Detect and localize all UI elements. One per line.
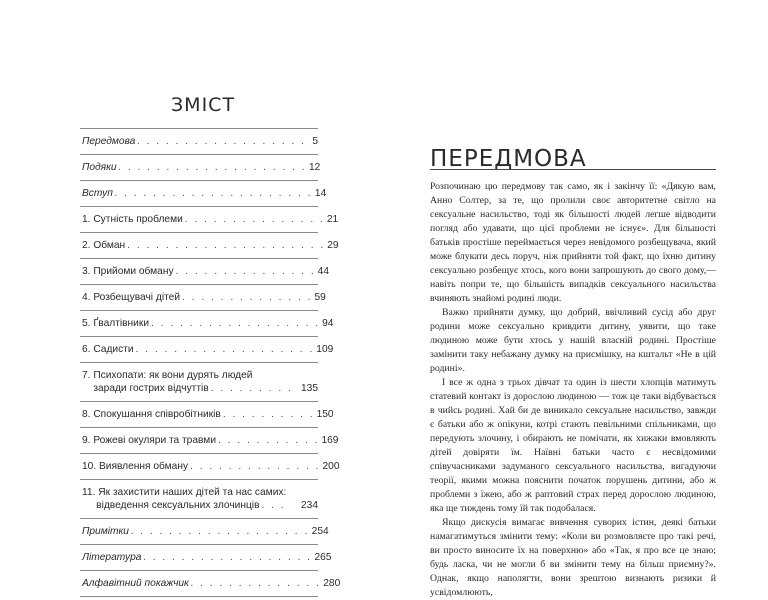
table-of-contents (80, 128, 341, 597)
toc-dot-leader: . . . . . . . . . . . . . . . (175, 266, 316, 277)
toc-item-chapter-4[interactable] (80, 284, 326, 310)
toc-item-label: 3. Прийоми обману (82, 266, 174, 277)
toc-item-label: 4. Розбещувачі дітей (82, 292, 181, 303)
toc-item-chapter-2[interactable] (80, 232, 339, 258)
toc-page-number: 265 (314, 552, 332, 563)
toc-dot-leader: . . . . . . . . . . . . . . . . . . . (130, 526, 310, 537)
preface-title: ПЕРЕДМОВА (430, 146, 587, 172)
toc-item-notes[interactable] (80, 518, 329, 544)
toc-item-preface[interactable] (80, 128, 318, 154)
toc-item-label: Алфавітний покажчик (82, 578, 189, 589)
toc-item-chapter-6[interactable] (80, 336, 334, 362)
toc-item-label: Література (82, 552, 142, 563)
toc-dot-leader: . . . . . . . . . . . . . . (182, 292, 313, 303)
toc-item-label: 10. Виявлення обману (82, 461, 189, 472)
toc-page-number: 109 (316, 344, 334, 355)
toc-page-number: 12 (309, 162, 321, 173)
toc-item-label: Подяки (82, 162, 117, 173)
toc-dot-leader: . . . . . . . . . . . (218, 435, 320, 446)
toc-dot-leader: . . . (261, 500, 286, 511)
toc-item-label: 1. Сутність проблеми (82, 214, 183, 225)
toc-item-index[interactable] (80, 570, 341, 597)
toc-item-label-line1: 7. Психопати: як вони дурять людей (82, 370, 253, 381)
toc-page-number: 29 (327, 240, 339, 251)
toc-item-chapter-5[interactable] (80, 310, 334, 336)
preface-paragraph: І все ж одна з трьох дівчат та один із шести хлопців матимуть статевий контакт із дорослою людиною — тож це таки відбувається в чийсь родині. Хай би де виникало сексуальне насильство, завжди є батьки або ж опікуни, котрі стають певільними спільниками, що передують злочину, і обирають не помічати, як хижаки вмовляють дітей довіряти їм. Наївні батьки часто є несвідомими співучасниками задуманого сексуального насильства, вигадуючи теорії, якими можна пояснити початок порушень дитини, або ж проблеми з їжею, або ж раптовий страх перед дорослою людиною, яка ще тиждень тому їй так подобалася. (430, 377, 716, 514)
toc-page-number: 59 (314, 292, 326, 303)
toc-dot-leader: . . . . . . . . . . . . . . (190, 461, 321, 472)
toc-page-number: 150 (316, 409, 334, 420)
toc-page-number: 254 (311, 526, 329, 537)
toc-dot-leader: . . . . . . . . . (210, 383, 293, 394)
toc-dot-leader: . . . . . . . . . . . . . . . (184, 214, 325, 225)
preface-paragraph: Важко прийняти думку, що добрий, ввічливий сусід або друг родини може сексуально кривдити дитину, уявити, що таке людиною може бути хтось у нашій власній родині. Простіше замінити таку небажану думку на присмішку, на кштальт «Не в цій родині». (430, 307, 716, 374)
toc-page-number: 200 (322, 461, 340, 472)
toc-item-introduction[interactable] (80, 180, 327, 206)
toc-item-label: 6. Садисти (82, 344, 134, 355)
toc-dot-leader: . . . . . . . . . . . . . . . . . . (137, 136, 307, 147)
toc-item-label: Вступ (82, 188, 113, 199)
toc-item-label: 8. Спокушання співробітників (82, 409, 221, 420)
preface-body (430, 180, 716, 600)
toc-title: ЗМІСТ (171, 94, 236, 116)
preface-paragraph: Якщо дискусія вимагає вивчення суворих істин, деякі батьки намагатимуться змінити тему: «Коли ви розмовляєте про такі речі, ви просто виносите їх на поверхню» або «Так, я про все це знаю; будь ласка, чи не могли б ви змінити тему на більш приємну?». Однак, якщо наполягти, вони зрештою визнають ризики й усвідомлюють, (430, 517, 716, 598)
toc-dot-leader: . . . . . . . . . . . . . . . . . . . . . (114, 188, 313, 199)
toc-item-chapter-1[interactable] (80, 206, 339, 232)
toc-dot-leader: . . . . . . . . . . . . . . . . . . (143, 552, 313, 563)
toc-dot-leader: . . . . . . . . . . . . . . . . . . . . (118, 162, 307, 173)
toc-dot-leader: . . . . . . . . . . . . . . . . . . . (135, 344, 315, 355)
toc-item-label: 9. Рожеві окуляри та травми (82, 435, 217, 446)
toc-item-chapter-7[interactable] (80, 362, 318, 401)
toc-item-label: відведення сексуальних злочинців (82, 500, 260, 511)
toc-item-chapter-8[interactable] (80, 401, 334, 427)
toc-dot-leader: . . . . . . . . . . . . . . (190, 578, 322, 589)
toc-item-label: заради гострих відчуттів (82, 383, 209, 394)
toc-item-chapter-9[interactable] (80, 427, 339, 453)
toc-item-label: Примітки (82, 526, 129, 537)
toc-item-bibliography[interactable] (80, 544, 332, 570)
toc-page-number: 280 (323, 578, 341, 589)
toc-item-chapter-10[interactable] (80, 453, 340, 479)
toc-item-label: 2. Обман (82, 240, 126, 251)
toc-item-label: Передмова (82, 136, 136, 147)
toc-item-acknowledgments[interactable] (80, 154, 321, 180)
toc-item-label-line1: 11. Як захистити наших дітей та нас самих: (82, 487, 287, 498)
toc-page-number: 21 (326, 214, 339, 225)
toc-page-number: 169 (321, 435, 339, 446)
toc-page-number: 44 (317, 266, 329, 277)
toc-dot-leader: . . . . . . . . . . . . . . . . . . (151, 318, 321, 329)
toc-item-chapter-3[interactable] (80, 258, 329, 284)
toc-page-number: 14 (314, 188, 327, 199)
toc-page-number: 135 (301, 383, 318, 394)
toc-dot-leader: . . . . . . . . . . (222, 409, 315, 420)
toc-page-number: 5 (312, 136, 318, 147)
preface-title-rule (430, 169, 716, 170)
toc-page-number: 94 (322, 318, 334, 329)
toc-dot-leader: . . . . . . . . . . . . . . . . . . . . . (127, 240, 326, 251)
toc-item-label: 5. Ґвалтівники (82, 318, 150, 329)
preface-paragraph: Розпочинаю цю передмову так само, як і закінчу її: «Дякую вам, Анно Солтер, за те, що пролили своє авторитетне світло на сексуальне насильство, тоді як більшості людей легше відводити погляд або удавати, що цієї проблеми не існує». Для більшості батьків простіше переймається через невідомого розбещувача, який може блукати десь поруч, ніж прийняти той факт, що їхню дитину сексуально розбещує хтось, кого вони запрошують до свого дому,— навіть попри те, що більшість випадків сексуального насильства вчиняють знайомі родині люди. (430, 181, 716, 304)
toc-item-chapter-11[interactable] (80, 479, 318, 518)
toc-page-number: 234 (301, 500, 318, 511)
